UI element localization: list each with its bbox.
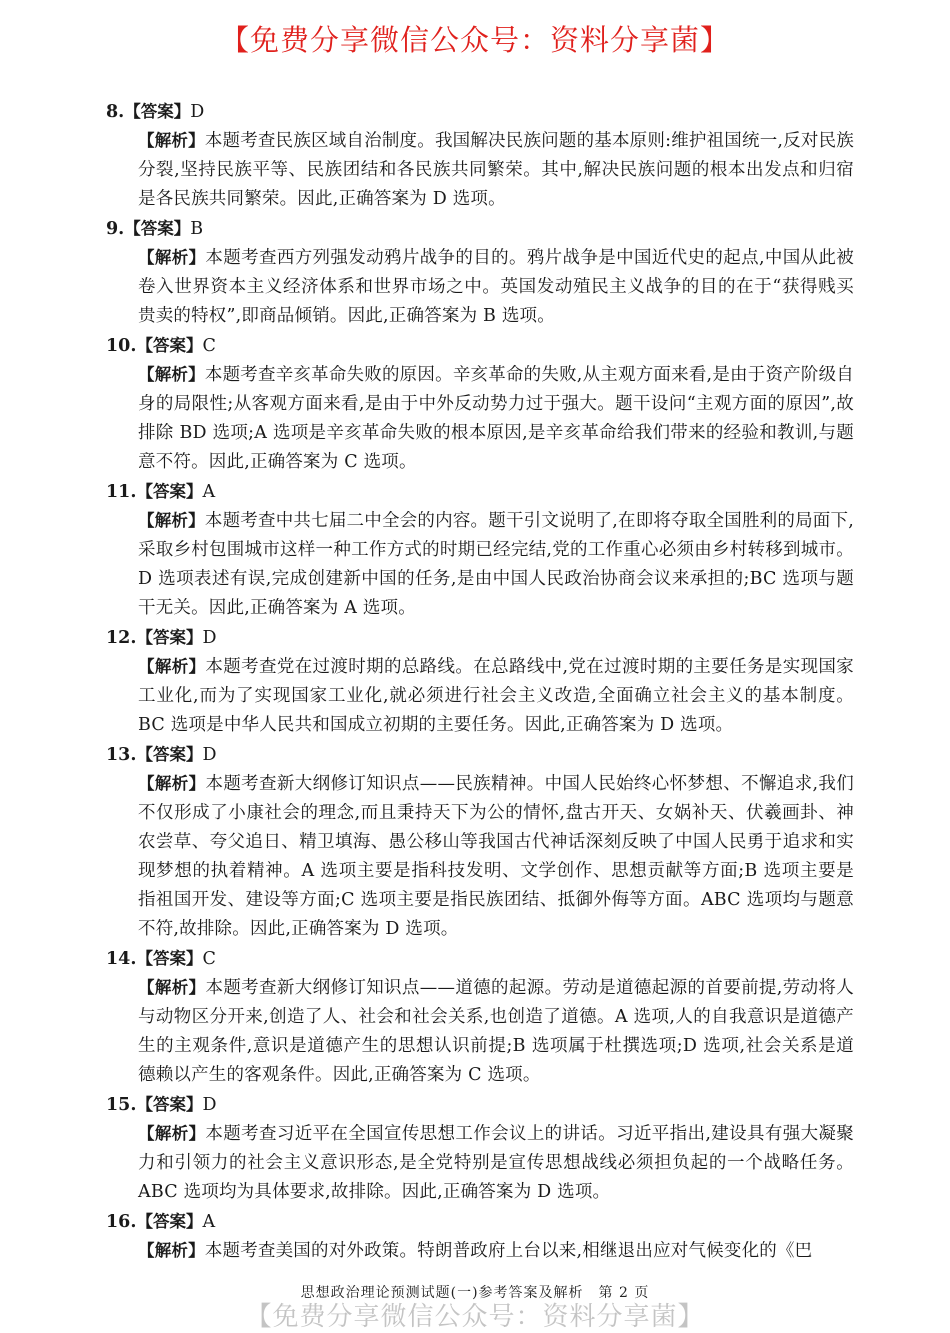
question-number: 9. bbox=[106, 219, 125, 239]
answer-value: B bbox=[190, 219, 204, 239]
question-number: 14. bbox=[106, 949, 137, 969]
question-number: 11. bbox=[106, 482, 137, 502]
bottom-watermark-banner: 【免费分享微信公众号：资料分享菌】 bbox=[245, 1302, 705, 1332]
answer-value: D bbox=[202, 1095, 217, 1115]
explanation-tag: 【解析】 bbox=[138, 774, 206, 793]
answer-tag: 【答案】 bbox=[124, 219, 191, 238]
top-promo-banner: 【免费分享微信公众号：资料分享菌】 bbox=[219, 23, 730, 57]
explanation bbox=[138, 360, 854, 477]
answer-item-9 bbox=[106, 214, 854, 331]
answer-tag: 【答案】 bbox=[136, 336, 203, 355]
explanation-text: 本题考查美国的对外政策。特朗普政府上台以来,相继退出应对气候变化的《巴 bbox=[204, 1241, 813, 1261]
question-number: 8. bbox=[106, 102, 125, 122]
answer-value: D bbox=[202, 628, 217, 648]
explanation-text: 本题考查中共七届二中全会的内容。题干引文说明了,在即将夺取全国胜利的局面下,采取乡村包围城市这样一种工作方式的时期已经完结,党的工作重心必须由乡村转移到城市。D 选项表述有误,完成创建新中国的任务,是由中国人民政治协商会议来承担的;BC 选项与题干无关。因此,正确答案为 A 选项。 bbox=[138, 511, 854, 618]
explanation-tag: 【解析】 bbox=[138, 1241, 205, 1260]
question-number: 12. bbox=[106, 628, 137, 648]
answer-list bbox=[106, 97, 854, 1266]
answer-item-11 bbox=[106, 477, 854, 623]
answer-item-14 bbox=[106, 944, 854, 1090]
explanation-text: 本题考查辛亥革命失败的原因。辛亥革命的失败,从主观方面来看,是由于资产阶级自身的局限性;从客观方面来看,是由于中外反动势力过于强大。题干设问“主观方面的原因”,故排除 BD 选项;A 选项是辛亥革命失败的根本原因,是辛亥革命给我们带来的经验和教训,与题意不符。因此,正确答案为 C 选项。 bbox=[138, 365, 854, 472]
question-number: 13. bbox=[106, 745, 137, 765]
explanation-tag: 【解析】 bbox=[138, 1124, 206, 1143]
answer-value: A bbox=[202, 482, 216, 502]
explanation-text: 本题考查习近平在全国宣传思想工作会议上的讲话。习近平指出,建设具有强大凝聚力和引领力的社会主义意识形态,是全党特别是宣传思想战线必须担负起的一个战略任务。ABC 选项均为具体要求,故排除。因此,正确答案为 D 选项。 bbox=[138, 1124, 854, 1202]
question-number: 10. bbox=[106, 336, 137, 356]
answer-line bbox=[106, 97, 854, 126]
answer-line bbox=[106, 214, 854, 243]
explanation bbox=[138, 126, 854, 214]
answer-tag: 【答案】 bbox=[136, 1095, 203, 1114]
answer-tag: 【答案】 bbox=[136, 745, 203, 764]
answer-item-12 bbox=[106, 623, 854, 740]
answer-value: C bbox=[202, 336, 216, 356]
answer-line bbox=[106, 944, 854, 973]
question-number: 16. bbox=[106, 1212, 137, 1232]
explanation bbox=[138, 243, 854, 331]
answer-tag: 【答案】 bbox=[136, 628, 203, 647]
explanation-tag: 【解析】 bbox=[138, 131, 205, 150]
explanation-tag: 【解析】 bbox=[138, 657, 206, 676]
explanation bbox=[138, 1236, 854, 1266]
answer-item-13 bbox=[106, 740, 854, 944]
explanation-text: 本题考查民族区域自治制度。我国解决民族问题的基本原则:维护祖国统一,反对民族分裂,坚持民族平等、民族团结和各民族共同繁荣。其中,解决民族问题的根本出发点和归宿是各民族共同繁荣。因此,正确答案为 D 选项。 bbox=[138, 131, 854, 209]
answer-item-16 bbox=[106, 1207, 854, 1266]
explanation-text: 本题考查党在过渡时期的总路线。在总路线中,党在过渡时期的主要任务是实现国家工业化,而为了实现国家工业化,就必须进行社会主义改造,全面确立社会主义的基本制度。BC 选项是中华人民共和国成立初期的主要任务。因此,正确答案为 D 选项。 bbox=[138, 657, 854, 735]
answer-value: D bbox=[202, 745, 217, 765]
answer-value: D bbox=[190, 102, 205, 122]
explanation bbox=[138, 652, 854, 740]
explanation bbox=[138, 1119, 854, 1207]
answer-tag: 【答案】 bbox=[136, 1212, 203, 1231]
page-footer: 思想政治理论预测试题(一)参考答案及解析 第 2 页 bbox=[300, 1285, 650, 1301]
explanation-tag: 【解析】 bbox=[138, 248, 206, 267]
answer-tag: 【答案】 bbox=[136, 949, 203, 968]
answer-value: C bbox=[202, 949, 216, 969]
answer-item-8 bbox=[106, 97, 854, 214]
explanation-tag: 【解析】 bbox=[138, 365, 205, 384]
explanation-text: 本题考查新大纲修订知识点——民族精神。中国人民始终心怀梦想、不懈追求,我们不仅形成了小康社会的理念,而且秉持天下为公的情怀,盘古开天、女娲补天、伏羲画卦、神农尝草、夸父追日、精卫填海、愚公移山等我国古代神话深刻反映了中国人民勇于追求和实现梦想的执着精神。A 选项主要是指科技发明、文学创作、思想贡献等方面;B 选项主要是指祖国开发、建设等方面;C 选项主要是指民族团结、抵御外侮等方面。ABC 选项均与题意不符,故排除。因此,正确答案为 D 选项。 bbox=[138, 774, 854, 939]
explanation-tag: 【解析】 bbox=[138, 511, 205, 530]
explanation-text: 本题考查西方列强发动鸦片战争的目的。鸦片战争是中国近代史的起点,中国从此被卷入世界资本主义经济体系和世界市场之中。英国发动殖民主义战争的目的在于“获得贱买贵卖的特权”,即商品倾销。因此,正确答案为 B 选项。 bbox=[138, 248, 854, 326]
explanation bbox=[138, 973, 854, 1090]
explanation-tag: 【解析】 bbox=[138, 978, 206, 997]
answer-tag: 【答案】 bbox=[124, 102, 191, 121]
answer-item-15 bbox=[106, 1090, 854, 1207]
answer-line bbox=[106, 1207, 854, 1236]
question-number: 15. bbox=[106, 1095, 137, 1115]
answer-tag: 【答案】 bbox=[136, 482, 203, 501]
explanation bbox=[138, 769, 854, 944]
answer-line bbox=[106, 1090, 854, 1119]
answer-line bbox=[106, 740, 854, 769]
explanation bbox=[138, 506, 854, 623]
answer-line bbox=[106, 477, 854, 506]
answer-item-10 bbox=[106, 331, 854, 477]
answer-value: A bbox=[202, 1212, 216, 1232]
answer-line bbox=[106, 331, 854, 360]
explanation-text: 本题考查新大纲修订知识点——道德的起源。劳动是道德起源的首要前提,劳动将人与动物区分开来,创造了人、社会和社会关系,也创造了道德。A 选项,人的自我意识是道德产生的主观条件,意识是道德产生的思想认识前提;B 选项属于杜撰选项;D 选项,社会关系是道德赖以产生的客观条件。因此,正确答案为 C 选项。 bbox=[138, 978, 854, 1085]
answer-line bbox=[106, 623, 854, 652]
